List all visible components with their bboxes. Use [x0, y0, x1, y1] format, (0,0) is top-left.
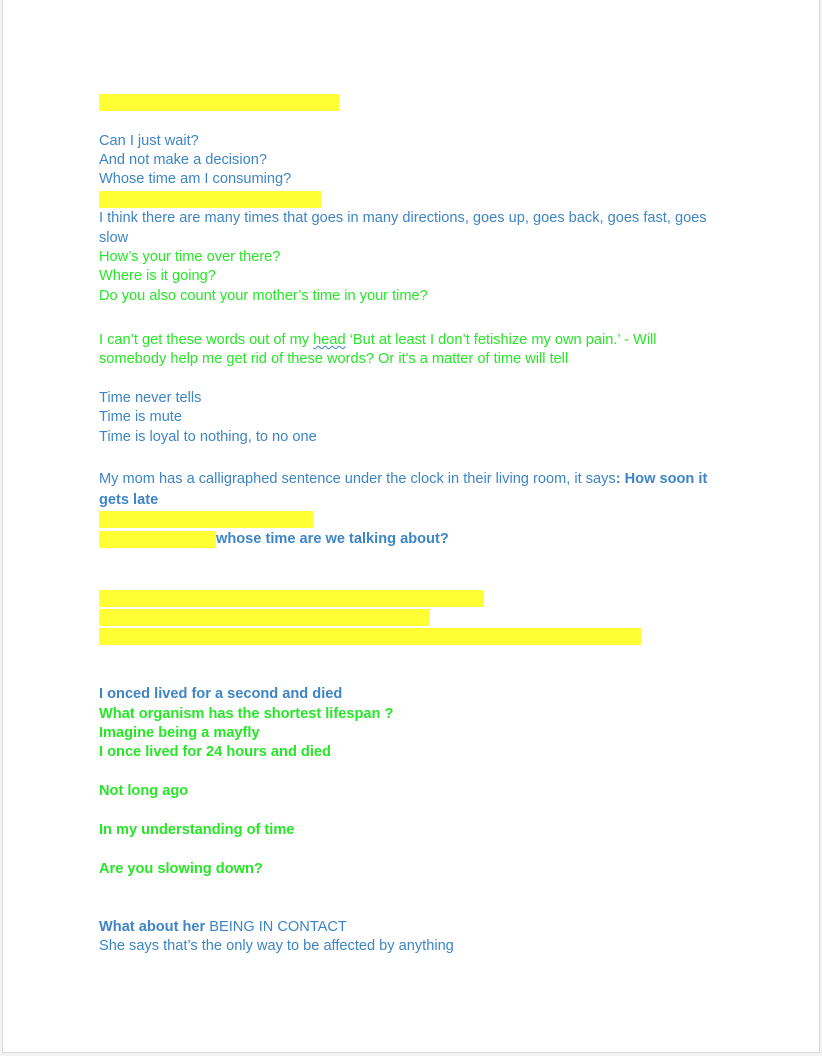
text-line: I onced lived for a second and died — [99, 686, 343, 702]
highlight-block — [99, 609, 429, 626]
text-line: gets late — [99, 492, 159, 508]
spellcheck-word[interactable]: head — [313, 332, 346, 348]
text-line: How’s your time over there? — [99, 249, 281, 265]
text-line: Time is loyal to nothing, to no one — [99, 429, 317, 445]
text-line — [99, 470, 707, 489]
text-line: Where is it going? — [99, 268, 216, 284]
text-line: She says that’s the only way to be affected by anything — [99, 938, 454, 954]
text-span: BEING IN CONTACT — [205, 919, 347, 935]
highlight-block — [99, 511, 313, 528]
text-line: Whose time am I consuming? — [99, 171, 292, 187]
text-span-bold: What about her — [99, 919, 206, 935]
text-line: In my understanding of time — [99, 822, 295, 838]
text-line: whose time are we talking about? — [216, 531, 449, 547]
text-line: Are you slowing down? — [99, 861, 263, 877]
text-span: I can’t get these words out of my — [99, 332, 314, 348]
text-line: Imagine being a mayfly — [99, 725, 260, 741]
text-line: Do you also count your mother’s time in your time? — [99, 288, 428, 304]
text-line — [99, 331, 657, 350]
highlight-block — [99, 590, 484, 607]
text-line: I think there are many times that goes in many directions, goes up, goes back, goes fast, goes — [99, 210, 707, 226]
text-line — [99, 918, 347, 937]
text-line: Not long ago — [99, 783, 189, 799]
text-span: ‘But at least I don’t fetishize my own pain.’ - Will — [345, 332, 657, 348]
text-line: I once lived for 24 hours and died — [99, 744, 331, 760]
text-span: My mom has a calligraphed sentence under the clock in their living room, it says — [99, 471, 616, 487]
text-line: somebody help me get rid of these words? Or it's a matter of time will tell — [99, 351, 569, 367]
text-line: What organism has the shortest lifespan ? — [99, 706, 394, 722]
highlight-block — [99, 94, 339, 111]
text-line: Time is mute — [99, 409, 182, 425]
highlight-block — [99, 191, 321, 208]
text-span-bold: : How soon it — [615, 471, 708, 487]
document-page — [2, 0, 820, 1053]
text-line: Time never tells — [99, 390, 202, 406]
text-line: Can I just wait? — [99, 133, 199, 149]
highlight-block — [99, 628, 641, 645]
text-line: And not make a decision? — [99, 152, 267, 168]
text-line: slow — [99, 230, 129, 246]
highlight-block — [99, 531, 216, 548]
